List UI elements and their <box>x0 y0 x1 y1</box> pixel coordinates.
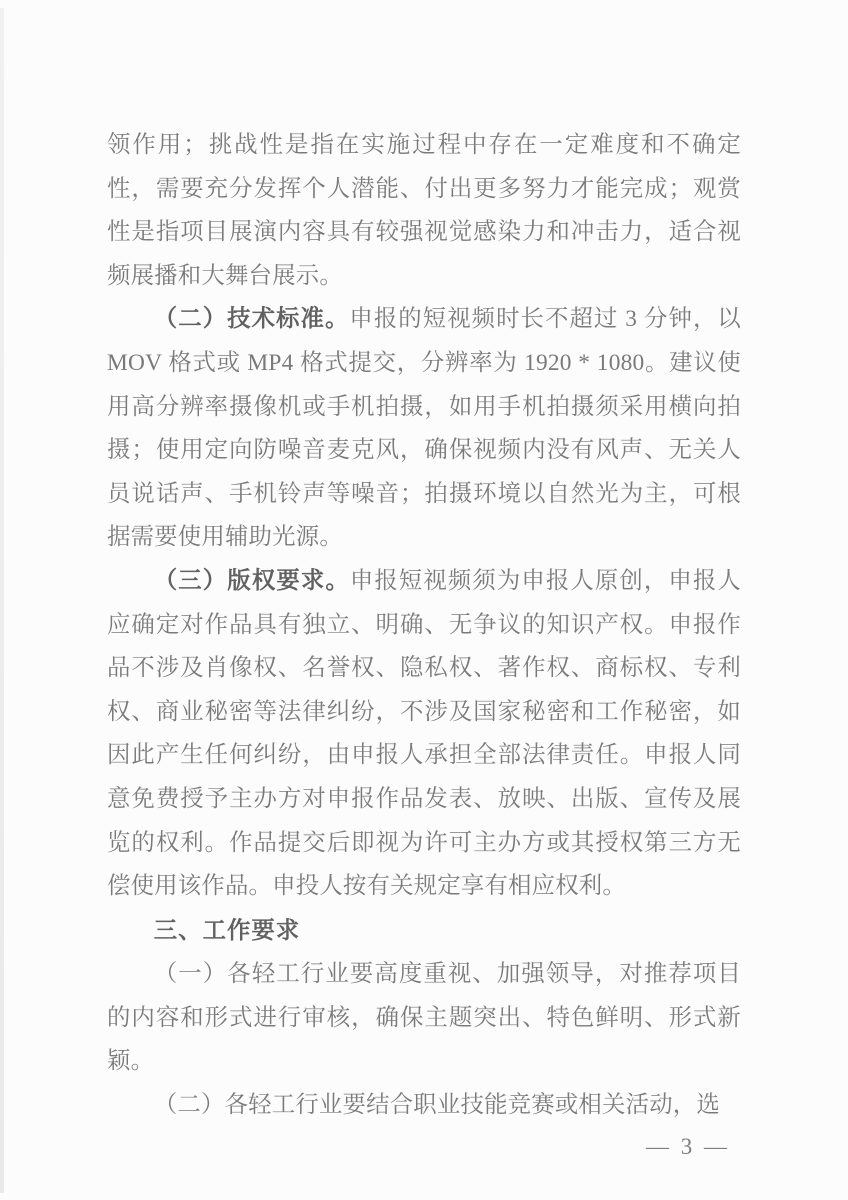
paragraph <box>107 953 741 1084</box>
document-body <box>107 124 741 1128</box>
text-run: 申报短视频须为申报人原创，申报人应确定对作品具有独立、明确、无争议的知识产权。申报作品不涉及肖像权、名誉权、隐私权、著作权、商标权、专利权、商业秘密等法律纠纷，不涉及国家秘密和工作秘密，如因此产生任何纠纷，由申报人承担全部法律责任。申报人同意免费授予主办方对申报作品发表、放映、出版、宣传及展览的权利。作品提交后即视为许可主办方或其授权第三方无偿使用该作品。申投人按有关规定享有相应权利。 <box>107 567 741 900</box>
paragraph <box>107 298 741 560</box>
text-run: （一）各轻工行业要高度重视、加强领导，对推荐项目的内容和形式进行审核，确保主题突出、特色鲜明、形式新颖。 <box>107 961 741 1075</box>
scan-edge-artifact <box>0 8 4 1193</box>
bold-text-run: 三、工作要求 <box>153 916 301 943</box>
bold-text-run: （三）版权要求。 <box>153 567 350 594</box>
paragraph <box>107 124 741 298</box>
text-run: （二）各轻工行业要结合职业技能竞赛或相关活动，选 <box>153 1092 720 1119</box>
section-heading <box>107 909 741 954</box>
text-run: 领作用；挑战性是指在实施过程中存在一定难度和不确定性，需要充分发挥个人潜能、付出更多努力才能完成；观赏性是指项目展演内容具有较强视觉感染力和冲击力，适合视频展播和大舞台展示。 <box>107 132 741 289</box>
text-run: 申报的短视频时长不超过 3 分钟，以 MOV 格式或 MP4 格式提交，分辨率为 1920 * 1080。建议使用高分辨率摄像机或手机拍摄，如用手机拍摄须采用横向拍摄；使用定向防噪音麦克风，确保视频内没有风声、无关人员说话声、手机铃声等噪音；拍摄环境以自然光为主，可根据需要使用辅助光源。 <box>107 306 741 551</box>
page-number: — 3 — <box>646 1134 730 1159</box>
bold-text-run: （二）技术标准。 <box>153 306 350 333</box>
paragraph <box>107 560 741 909</box>
paragraph <box>107 1084 741 1128</box>
